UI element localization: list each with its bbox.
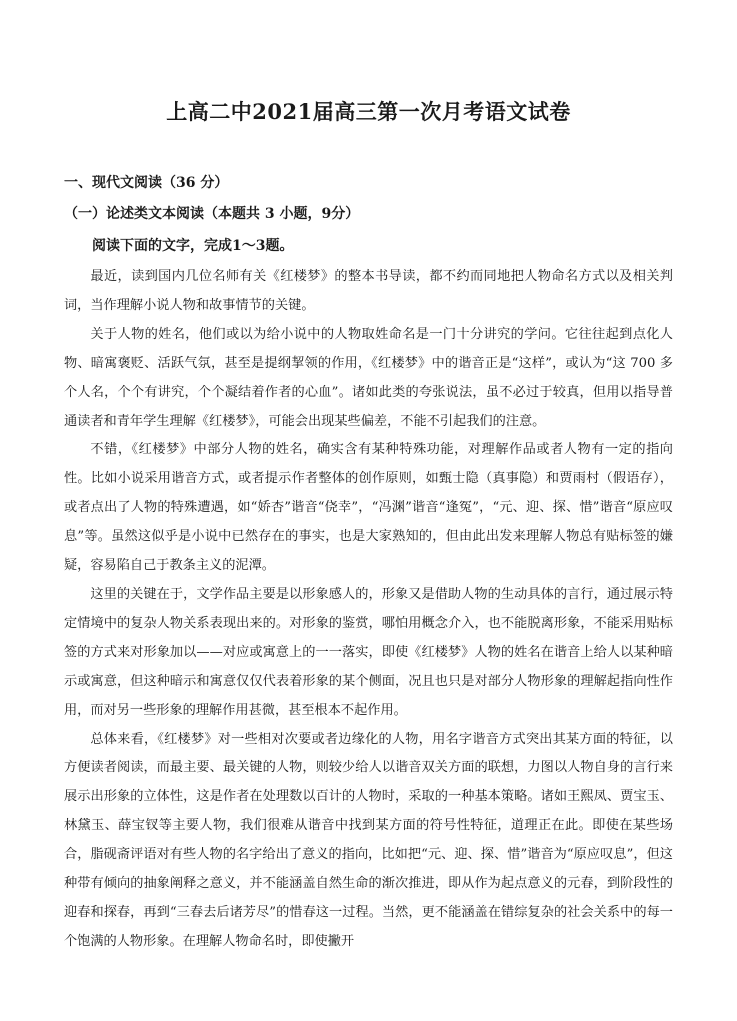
paragraph: 不错，《红楼梦》中部分人物的姓名，确实含有某种特殊功能，对理解作品或者人物有一定的指向性。比如小说采用谐音方式，或者提示作者整体的创作原则，如甄士隐（真事隐）和贾雨村（假语存），或者点出了人物的特殊遭遇，如“娇杏”谐音“侥幸”，“冯渊”谐音“逢冤”，“元、迎、探、惜”谐音“原应叹息”等。虽然这似乎是小说中已然存在的事实，也是大家熟知的，但由此出发来理解人物总有贴标签的嫌疑，容易陷自己于教条主义的泥潭。	[64, 442, 673, 574]
document-title: 上高二中2021届高三第一次月考语文试卷	[166, 99, 571, 124]
section-heading-modern-reading: 一、现代文阅读（36 分）	[64, 175, 229, 191]
subsection-heading-argumentative: （一）论述类文本阅读（本题共 3 小题，9分）	[64, 206, 360, 222]
paragraph: 这里的关键在于，文学作品主要是以形象感人的，形象又是借助人物的生动具体的言行，通过展示特定情境中的复杂人物关系表现出来的。对形象的鉴赏，哪怕用概念介入，也不能脱离形象，不能采用贴标签的方式来对形象加以——对应或寓意上的一一落实，即使《红楼梦》人物的姓名在谐音上给人以某种暗示或寓意，但这种暗示和寓意仅仅代表着形象的某个侧面，况且也只是对部分人物形象的理解起指向性作用，而对另一些形象的理解作用甚微，甚至根本不起作用。	[64, 586, 673, 718]
reading-instruction: 阅读下面的文字，完成1～3题。	[92, 238, 294, 254]
paragraph: 关于人物的姓名，他们或以为给小说中的人物取姓命名是一门十分讲究的学问。它往往起到点化人物、暗寓褒贬、活跃气氛，甚至是提纲挈领的作用，《红楼梦》中的谐音正是“这样”，或认为“这 700 多个人名，个个有讲究，个个凝结着作者的心血”。诸如此类的夸张说法，虽不必过于较真，但用以指导普通读者和青年学生理解《红楼梦》，可能会出现某些偏差，不能不引起我们的注意。	[64, 326, 673, 429]
paragraph: 总体来看，《红楼梦》对一些相对次要或者边缘化的人物，用名字谐音方式突出其某方面的特征，以方便读者阅读，而最主要、最关键的人物，则较少给人以谐音双关方面的联想，力图以人物自身的言行来展示出形象的立体性，这是作者在处理数以百计的人物时，采取的一种基本策略。诸如王熙凤、贾宝玉、林黛玉、薛宝钗等主要人物，我们很难从谐音中找到某方面的符号性特征，道理正在此。即使在某些场合，脂砚斋评语对有些人物的名字给出了意义的指向，比如把“元、迎、探、惜”谐音为“原应叹息”，但这种带有倾向的抽象阐释之意义，并不能涵盖自然生命的渐次推进，即从作为起点意义的元春，到阶段性的迎春和探春，再到“三春去后诸芳尽”的惜春这一过程。当然，更不能涵盖在错综复杂的社会关系中的每一个饱满的人物形象。在理解人物命名时，即使撇开	[64, 731, 673, 949]
paragraph: 最近，读到国内几位名师有关《红楼梦》的整本书导读，都不约而同地把人物命名方式以及相关判词，当作理解小说人物和故事情节的关键。	[64, 269, 673, 313]
passage-body	[64, 263, 673, 957]
